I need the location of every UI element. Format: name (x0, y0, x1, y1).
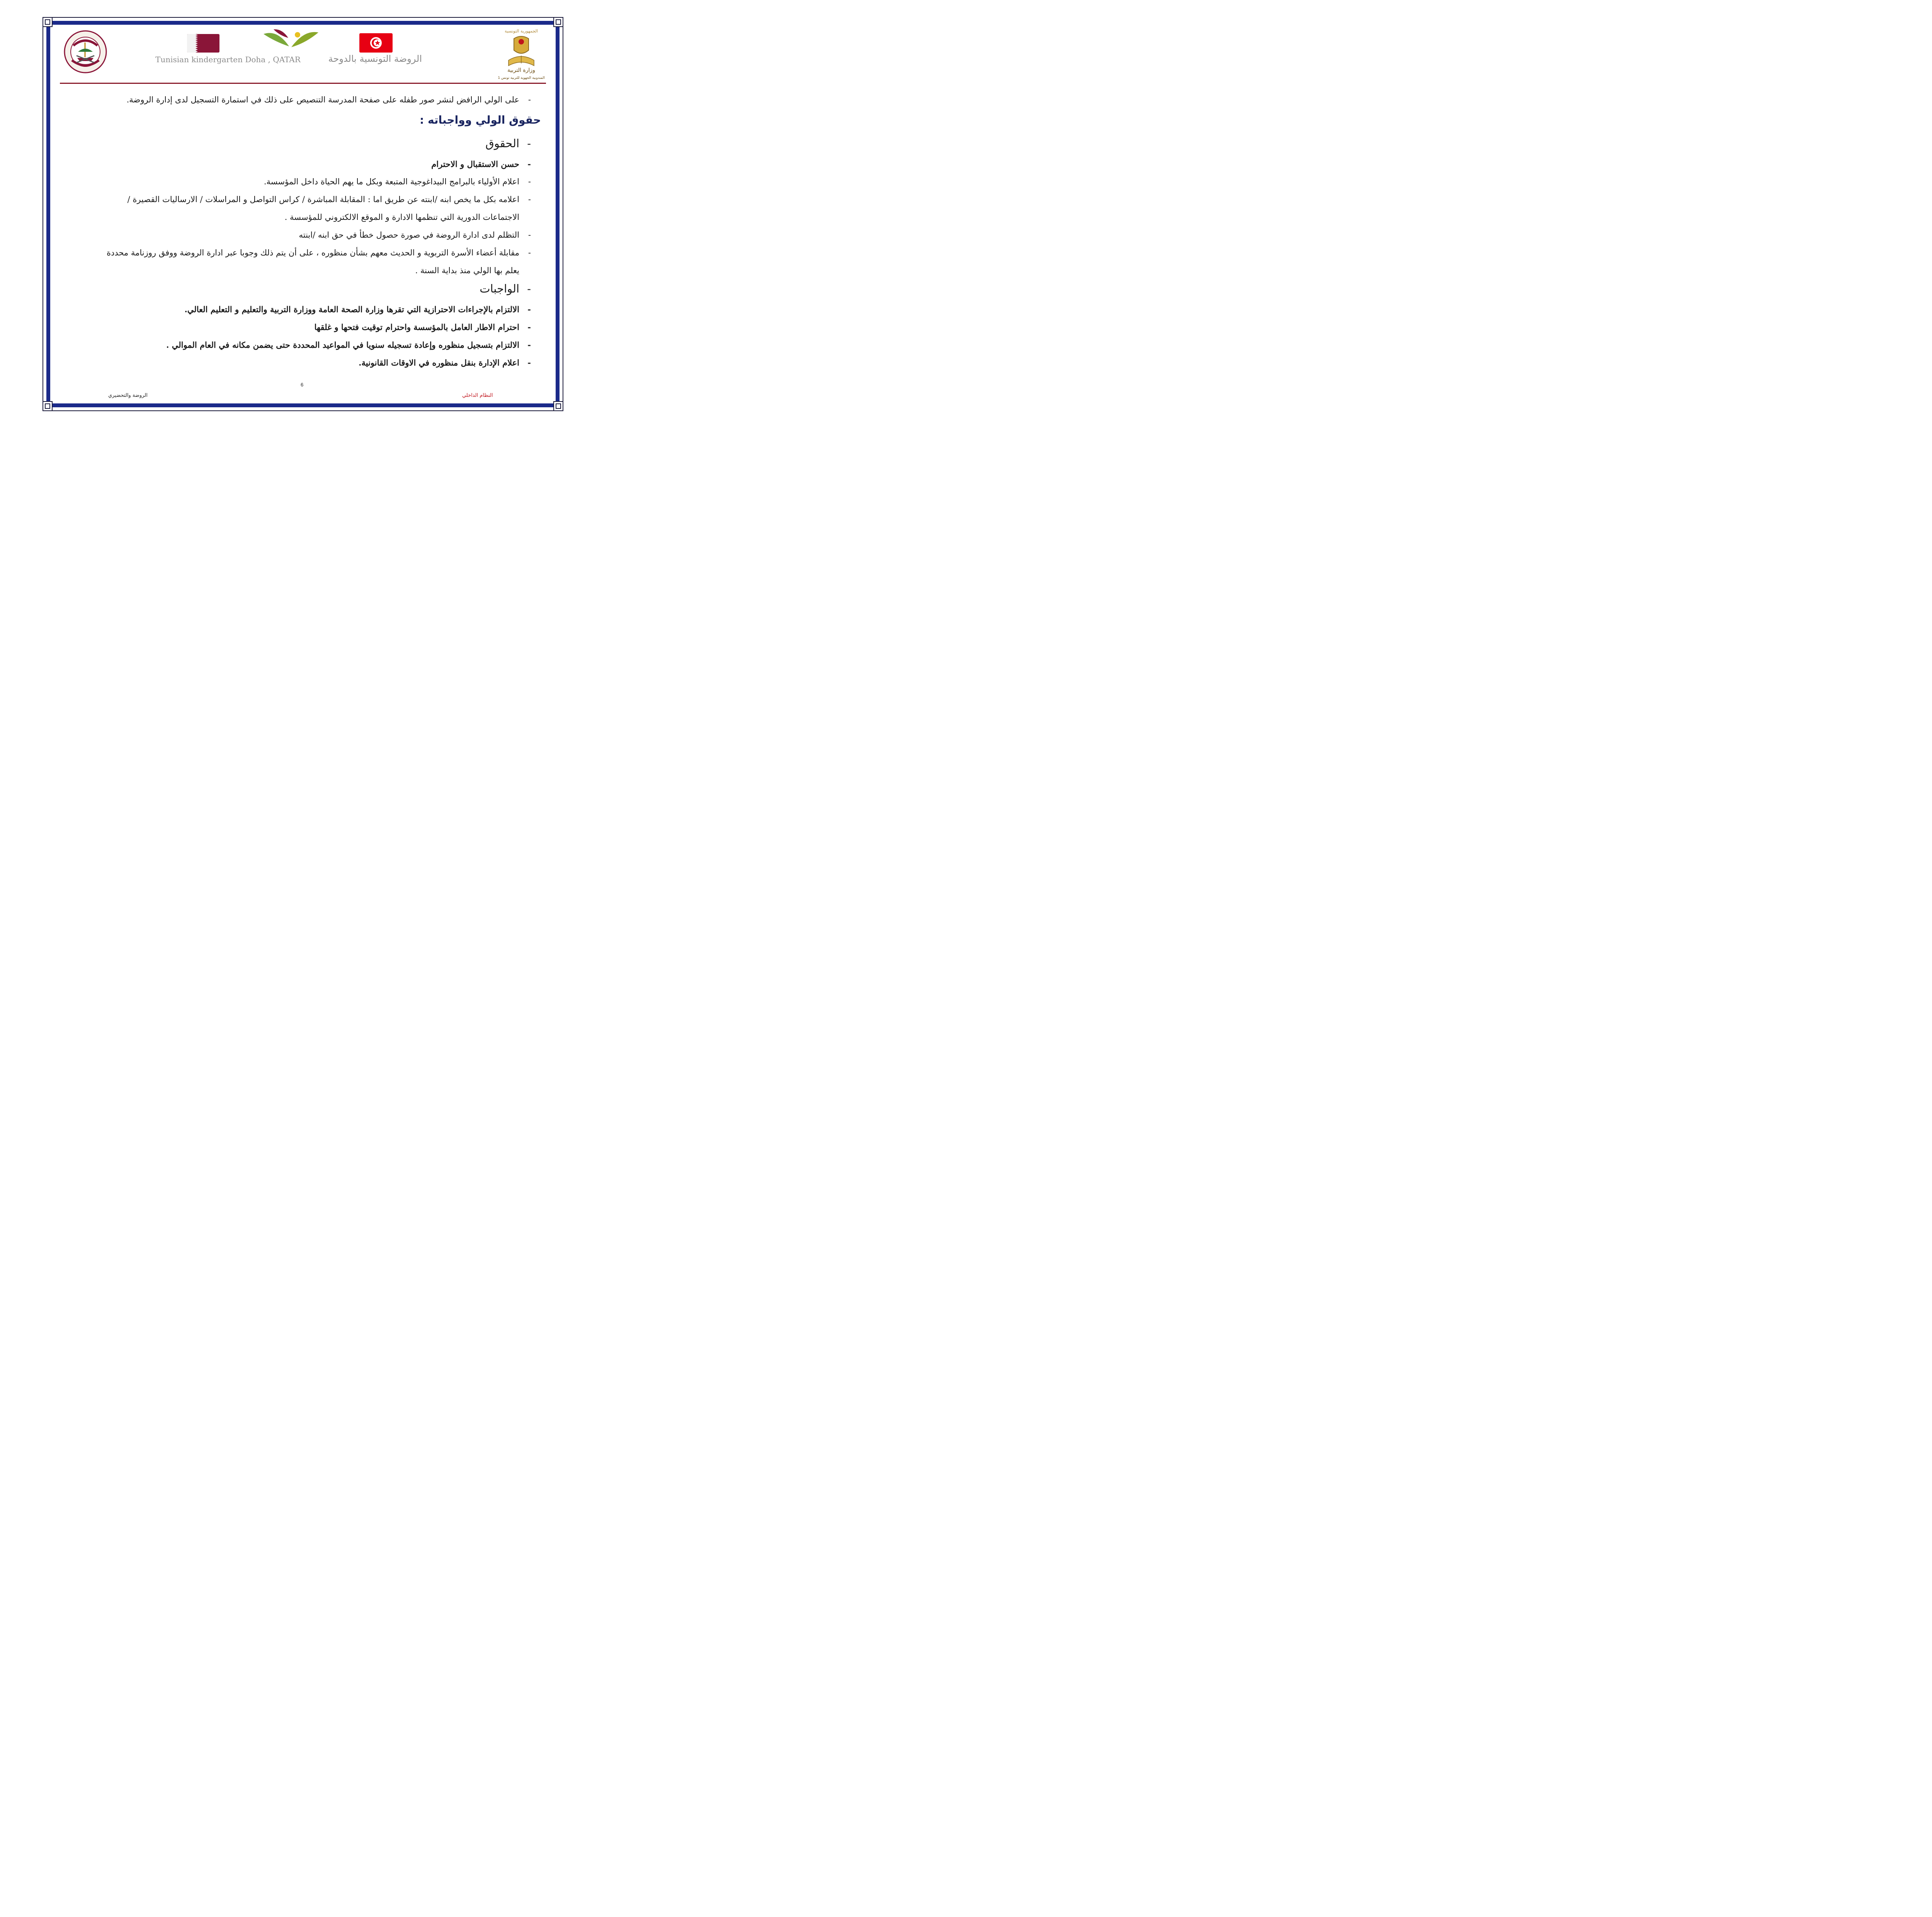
qatar-ministry-emblem (63, 30, 108, 73)
section-title: حقوق الولي وواجباته : (420, 114, 541, 126)
list-item-continuation: الاجتماعات الدورية التي تنظمها الادارة و الموقع الالكتروني للمؤسسة . (284, 213, 519, 222)
header-divider (60, 83, 546, 84)
list-item: - احترام الاطار العامل بالمؤسسة واحترام توقيت فتحها و غلقها (314, 322, 531, 332)
list-item: - اعلام الإدارة بنقل منظوره في الاوقات القانونية. (359, 358, 531, 367)
frame-corner-br (553, 401, 563, 411)
intro-text: على الولي الرافض لنشر صور طفله على صفحة المدرسة التنصيص على ذلك في استمارة التسجيل لدى إدارة الروضة. (126, 95, 519, 104)
list-item: - اعلامه بكل ما يخص ابنه /ابنته عن طريق اما : المقابلة المباشرة / كراس التواصل و المراسلات / الارساليات القصيرة / (127, 195, 531, 204)
ministry-regional-text: المندوبية الجهوية للتربية تونس 1 (498, 76, 545, 80)
footer-left-text: الروضة والتحضيري (108, 393, 148, 398)
school-name-banner (155, 53, 422, 66)
rights-heading: الحقوق (485, 137, 519, 150)
list-item-continuation: يعلم بها الولي منذ بداية السنة . (415, 266, 519, 275)
list-item: - الالتزام بالإجراءات الاحترازية التي تقرها وزارة الصحة العامة ووزارة التربية والتعليم و التعليم العالي. (184, 304, 531, 314)
duties-heading-row: - الواجبات (480, 282, 531, 295)
ministry-republic-text: الجمهورية التونسية (505, 29, 538, 34)
rights-heading-row: - الحقوق (485, 137, 531, 150)
school-name-arabic: الروضة التونسية بالدوحة (328, 53, 422, 64)
duties-heading: الواجبات (480, 282, 519, 295)
intro-bullet: - على الولي الرافض لنشر صور طفله على صفحة المدرسة التنصيص على ذلك في استمارة التسجيل لدى إدارة الروضة. (126, 95, 531, 104)
tunisia-flag-icon (359, 33, 393, 53)
frame-corner-bl (43, 401, 53, 411)
list-item: - اعلام الأولياء بالبرامج البيداغوجية المتبعة وبكل ما يهم الحياة داخل المؤسسة. (264, 177, 531, 186)
frame-corner-tr (553, 17, 563, 27)
list-item: - الالتزام بتسجيل منظوره وإعادة تسجيله سنويا في المواعيد المحددة حتى يضمن مكانه في العام الموالي . (166, 340, 531, 350)
school-name-english: Tunisian kindergarten Doha , QATAR (155, 55, 301, 64)
page-number: 6 (301, 382, 304, 388)
kindergarten-logo (262, 28, 320, 52)
frame-corner-tl (43, 17, 53, 27)
list-item: - مقابلة أعضاء الأسرة التربوية و الحديث معهم بشأن منظوره ، على أن يتم ذلك وجوبا عبر ادارة الروضة ووفق روزنامة محددة (107, 248, 531, 257)
footer-right-text: النظام الداخلي (462, 393, 493, 398)
qatar-flag-icon (187, 34, 219, 53)
ministry-name-text: وزارة التربية (507, 67, 535, 73)
list-item: - حسن الاستقبال و الاحترام (431, 159, 531, 169)
list-item: - التظلم لدى ادارة الروضة في صورة حصول خطأ في حق ابنه /ابنته (299, 230, 531, 240)
tunisia-education-ministry-emblem (497, 27, 546, 81)
